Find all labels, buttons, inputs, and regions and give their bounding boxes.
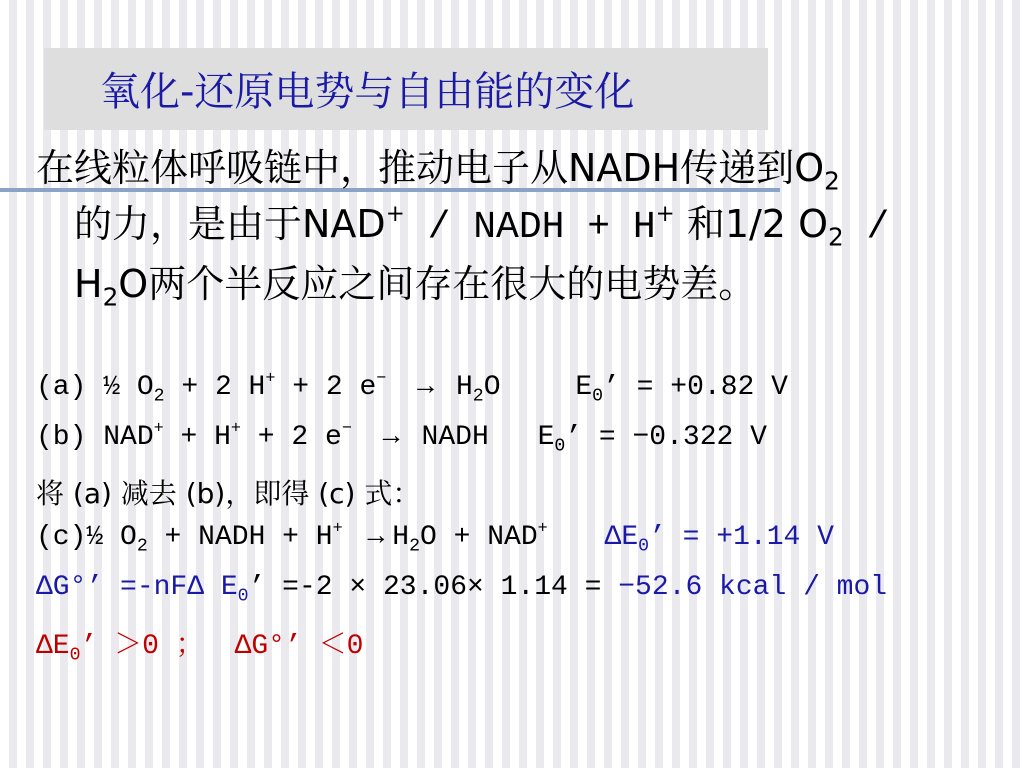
- conclusion-delta-e-relation: ’ ＞0 ；: [80, 631, 204, 662]
- intro-line-2-text-d: /: [843, 206, 890, 249]
- intro-line-1: [36, 140, 996, 196]
- eq-b-potential-label: E: [537, 422, 555, 453]
- conclusion-delta-g-label: ΔG°’: [234, 631, 302, 662]
- equation-b: [36, 419, 767, 457]
- eq-b-lhs-2: + H: [163, 422, 231, 453]
- subscript: 0: [592, 386, 604, 407]
- eq-a-rhs-1: H: [455, 372, 473, 403]
- subscript: 2: [153, 386, 165, 407]
- subscript: 2: [102, 282, 119, 312]
- subscript: 0: [69, 645, 81, 666]
- eq-c-delta-e-value: ’ = +1.14 V: [649, 522, 834, 553]
- superscript: −: [341, 419, 352, 439]
- dg-result: −52.6 kcal / mol: [618, 572, 888, 603]
- equation-a: [36, 369, 788, 407]
- superscript: +: [332, 519, 343, 539]
- reaction-arrow-icon: →: [367, 522, 385, 553]
- conclusion-line: [36, 622, 364, 666]
- subscript: 0: [554, 436, 566, 457]
- free-energy-equation: [36, 572, 888, 607]
- conclusion-delta-e-label: ΔE: [36, 631, 70, 662]
- eq-b-lhs-1: (b) NAD: [36, 422, 154, 453]
- intro-line-3-text-b: O两个半反应之间存在很大的电势差。: [118, 262, 757, 306]
- intro-line-3: [36, 256, 996, 312]
- subscript: 0: [237, 586, 249, 607]
- eq-a-lhs-1: (a) ½ O: [36, 372, 154, 403]
- eq-a-lhs-2: + 2 H: [164, 372, 266, 403]
- dg-expression-2: ’ =-2 × 23.06× 1.14 =: [248, 572, 619, 603]
- superscript: +: [265, 369, 276, 389]
- intro-line-3-text-a: H: [74, 262, 103, 306]
- intro-line-1-text: 在线粒体呼吸链中，推动电子从NADH传递到O: [36, 146, 825, 190]
- conclusion-delta-g-relation: ＜0: [301, 631, 364, 662]
- eq-b-lhs-3: + 2 e: [241, 422, 342, 453]
- subtract-text: 将 (a) 减去 (b)，即得 (c) 式：: [36, 477, 421, 510]
- subscript: 2: [472, 386, 484, 407]
- eq-b-potential-value: ’ = −0.322 V: [565, 422, 767, 453]
- eq-a-potential-value: ’ = +0.82 V: [603, 372, 788, 403]
- superscript: +: [153, 419, 164, 439]
- intro-line-2-text-b: / NADH + H: [404, 206, 656, 249]
- reaction-arrow-icon: →: [417, 372, 434, 403]
- superscript: +: [655, 201, 675, 228]
- subscript: 2: [409, 536, 421, 557]
- eq-a-lhs-3: + 2 e: [275, 372, 377, 403]
- intro-paragraph: [36, 140, 996, 312]
- eq-b-rhs: NADH: [421, 422, 489, 453]
- eq-c-rhs-2: O + NAD: [420, 522, 538, 553]
- eq-c-lhs-1: (c)½ O: [36, 522, 137, 553]
- eq-c-delta-e-label: ΔE: [604, 522, 639, 553]
- subscript: 2: [827, 222, 844, 252]
- subtract-instruction: [36, 472, 420, 512]
- subscript: 2: [824, 166, 840, 196]
- reaction-arrow-icon: →: [382, 422, 400, 453]
- eq-a-rhs-2: O: [483, 372, 501, 403]
- eq-c-rhs-1: H: [392, 522, 410, 553]
- superscript: +: [230, 419, 241, 439]
- slide-title: 氧化-还原电势与自由能的变化: [100, 69, 635, 115]
- eq-a-potential-label: E: [575, 372, 593, 403]
- subscript: 2: [136, 536, 148, 557]
- intro-line-2-text-a: 的力，是由于NAD: [74, 202, 386, 246]
- superscript: −: [376, 369, 387, 389]
- superscript: +: [537, 519, 548, 539]
- subscript: 0: [638, 536, 650, 557]
- intro-line-2: [36, 196, 996, 256]
- equation-c: [36, 519, 834, 557]
- eq-c-lhs-2: + NADH + H: [147, 522, 333, 553]
- intro-line-2-text-c: 和1/2 O: [674, 202, 828, 246]
- dg-expression-1: ΔG°’ =-nFΔ E: [36, 572, 238, 603]
- superscript: +: [385, 201, 405, 228]
- eq-c-delta-e: [604, 522, 834, 557]
